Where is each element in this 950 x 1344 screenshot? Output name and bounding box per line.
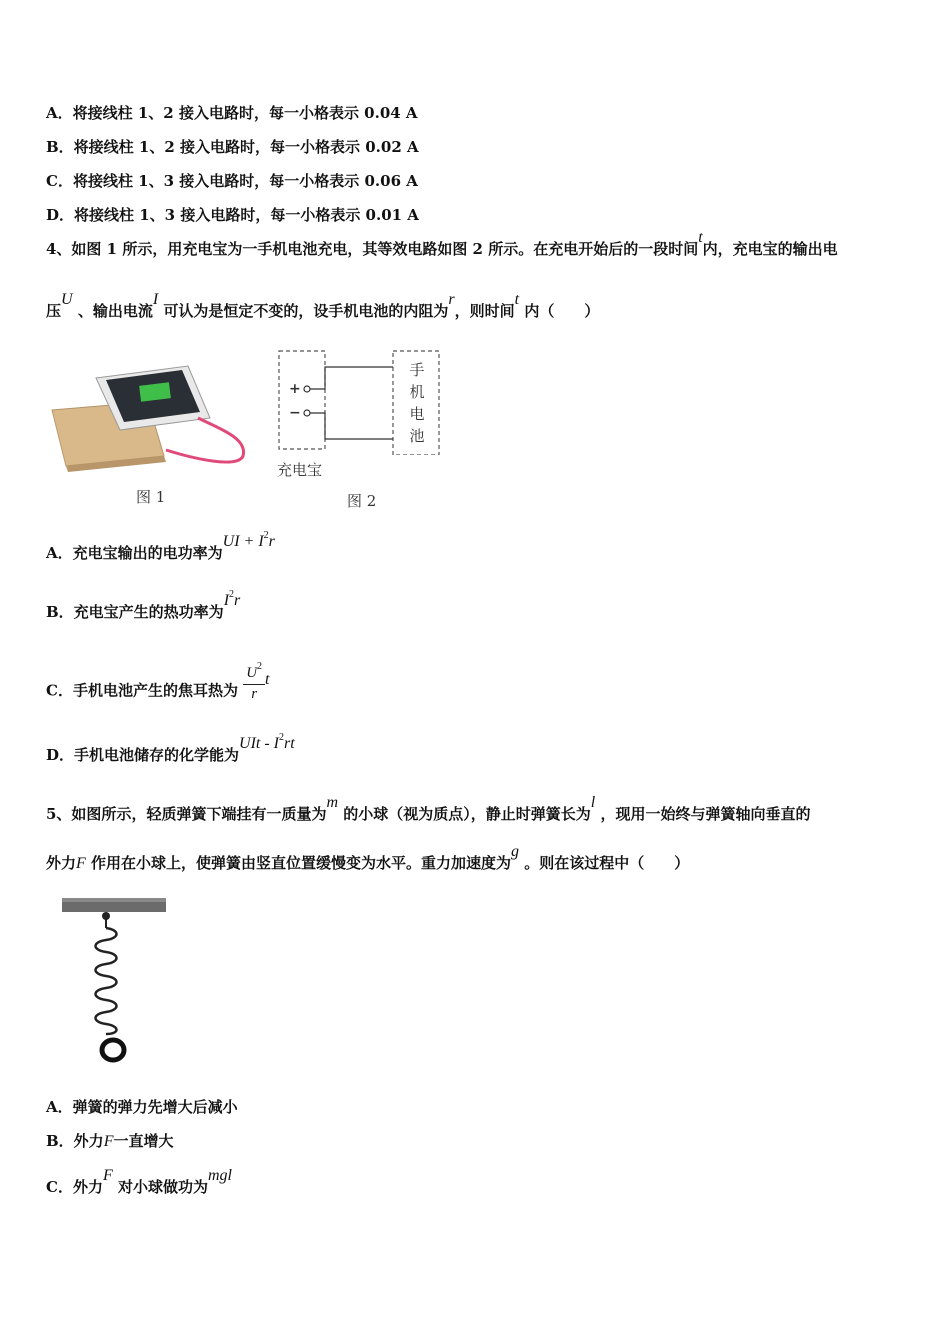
q3-option-d: D．将接线柱 1、3 接入电路时，每一小格表示 0.01 A (46, 206, 419, 224)
figure-1-caption: 图 1 (136, 488, 166, 506)
q3-option-b: B．将接线柱 1、2 接入电路时，每一小格表示 0.02 A (46, 138, 419, 156)
phone-battery-label: 手 机 电 池 (409, 361, 425, 445)
q3-option-c: C．将接线柱 1、3 接入电路时，每一小格表示 0.06 A (46, 172, 418, 190)
formula-b: $I^2r$ (223, 589, 241, 609)
var-U: U (61, 291, 73, 308)
q5-stem-line1: 5、如图所示，轻质弹簧下端挂有一质量为m 的小球（视为质点），静止时弹簧长为l ，现用一始终与弹簧轴向垂直的 (46, 794, 811, 823)
formula-a: UI + $I^2r$ (222, 530, 275, 550)
q4-stem-line1: 4、如图 1 所示，用充电宝为一手机电池充电，其等效电路如图 2 所示。在充电开始后的一段时间t内，充电宝的输出电 (46, 229, 838, 258)
plus-terminal: + (289, 381, 301, 397)
var-I: I (152, 291, 159, 308)
q4-option-a: A．充电宝输出的电功率为UI + $I^2r$ (46, 530, 275, 562)
q4-stem-line2: 压U 、输出电流I 可认为是恒定不变的，设手机电池的内阻为r，则时间t 内（ ） (46, 291, 600, 320)
spring-figure (58, 892, 173, 1067)
var-t: t (698, 229, 703, 246)
minus-terminal: − (289, 405, 301, 421)
formula-d: UIt - $I^2rt$ (239, 732, 295, 752)
formula-c-fraction: $\frac{U^2}{r}$ (243, 664, 265, 703)
q4-option-b: B．充电宝产生的热功率为$I^2r$ (46, 589, 241, 621)
figure-1-powerbank (48, 358, 258, 506)
figure-2-circuit (275, 345, 445, 510)
q5-option-b: B．外力F一直增大 (46, 1132, 174, 1150)
q5-stem-line2: 外力F 作用在小球上，使弹簧由竖直位置缓慢变为水平。重力加速度为g 。则在该过程中（ ） (46, 843, 690, 872)
q4-option-c: C．手机电池产生的焦耳热为 $\frac{U^2}{r}$ t (46, 661, 270, 702)
var-r: r (448, 291, 455, 308)
powerbank-label: 充电宝 (277, 461, 323, 479)
q5-option-c: C．外力F 对小球做功为mgl (46, 1167, 232, 1196)
q3-option-a: A．将接线柱 1、2 接入电路时，每一小格表示 0.04 A (46, 104, 418, 122)
var-t2: t (514, 291, 520, 308)
q5-option-a: A．弹簧的弹力先增大后减小 (46, 1098, 238, 1116)
q4-option-d: D．手机电池储存的化学能为UIt - $I^2rt$ (46, 732, 295, 764)
figure-2-caption: 图 2 (347, 492, 377, 510)
